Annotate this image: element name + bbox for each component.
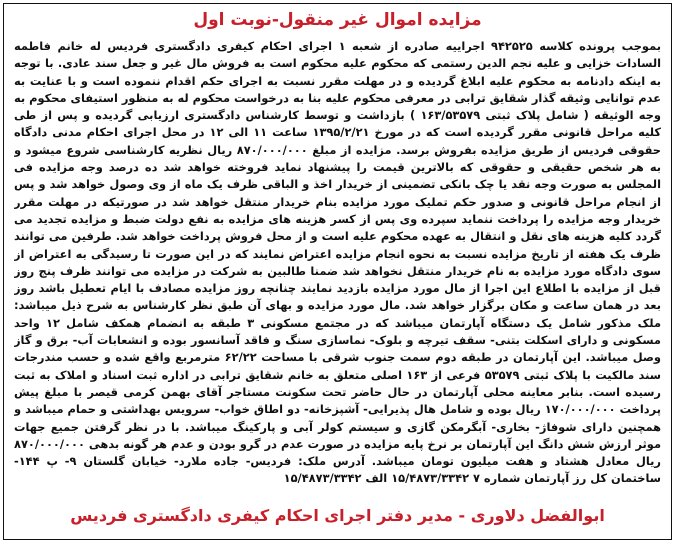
notice-frame	[3, 3, 672, 540]
notice-body: بموجب پرونده کلاسه ۹۴۲۵۲۵ اجراییه صادره از شعبه ۱ اجرای احکام کیفری دادگستری فردیس له خانم فاطمه السادات خزایی و علیه نجم الدین رستمی که محکوم علیه محکوم است به فروش مال غیر و جعل سند عادی. با توجه به اینکه دادنامه به محکوم علیه ابلاغ گردیده و در مهلت مقرر نسبت به اجرای حکم اقدام ننموده است و با عنایت به عدم توانایی وثیقه گذار شقایق ترابی در معرفی محکوم علیه بنا به درخواست محکوم له به منظور استیفای محکوم به وجه الوثیقه ( شامل پلاک ثبتی ۱۶۳/۵۳۵۷۹ ) بازداشت و توسط کارشناس دادگستری ارزیابی گردیده و پس از طی کلیه مراحل قانونی مقرر گردیده است که در مورخ ۱۳۹۵/۲/۲۱ ساعت ۱۱ الی ۱۲ در محل اجرای احکام مدنی دادگاه حقوقی فردیس از طریق مزایده بفروش برسد. مزایده از مبلغ ۸۷۰/۰۰۰/۰۰۰ ریال نظریه کارشناسی شروع میشود و به هر شخص حقیقی و حقوقی که بالاترین قیمت را پیشنهاد نماید فروخته خواهد شد ده درصد وجه مزایده فی المجلس به صورت وجه نقد یا چک بانکی تضمینی از خریدار اخذ و الباقی ظرف یک ماه از وی وصول خواهد شد و پس از انجام مراحل قانونی و صدور حکم تملیک مورد مزایده بنام خریدار منتقل خواهد شد در صورتیکه در مهلت مقرر خریدار وجه مزایده را پرداخت ننماید سپرده وی پس از کسر هزینه های مزایده به نفع دولت ضبط و مزایده تجدید می گردد کلیه هزینه های نقل و انتقال به عهده محکوم علیه است و از محل فروش پرداخت خواهد شد. طرفین می توانند ظرف یک هفته از تاریخ مزایده نسبت به نحوه انجام مزایده اعتراض نمایند که در این صورت تا رسیدگی به اعتراض از سوی دادگاه مورد مزایده به نام خریدار منتقل نخواهد شد ضمنا طالبین به شرکت در مزایده می توانند ظرف پنج روز قبل از مزایده با اطلاع این اجرا از مال مورد مزایده بازدید نمایند چنانچه روز مزایده مصادف با ایام تعطیل باشد روز بعد در همان ساعت و مکان برگزار خواهد شد. مال مورد مزایده و بهای آن طبق نظر کارشناس به شرح ذیل میباشد: ملک مذکور شامل یک دستگاه آپارتمان میباشد که در مجتمع مسکونی ۳ طبقه به انضمام همکف شامل ۱۲ واحد مسکونی و دارای اسکلت بتنی- سقف تیرچه و بلوک- نماسازی سنگ و فاقد آسانسور بوده و انشعابات آب- برق و گاز وصل میباشد. این آپارتمان در طبقه دوم سمت جنوب شرقی با مساحت ۶۲/۲۲ مترمربع واقع شده و حسب مندرجات سند مالکیت با پلاک ثبتی ۵۳۵۷۹ فرعی از ۱۶۳ اصلی متعلق به خانم شقایق ترابی در اداره ثبت اسناد و املاک به ثبت رسیده است. بنابر معاینه محلی آپارتمان در حال حاضر تحت سکونت مستاجر آقای بهمن کرمی قیصر با مبلغ پیش پرداخت ۱۷۰/۰۰۰/۰۰۰ ریال بوده و شامل هال پذیرایی- آشپزخانه- دو اطاق خواب- سرویس بهداشتی و حمام میباشد و همچنین دارای شوفاژ- بخاری- آبگرمکن گازی و سیستم کولر آبی و پارکینگ میباشد. با در نظر گرفتن جمیع جهات موثر ارزش شش دانگ این آپارتمان بر نرخ پایه مزایده در صورت عدم در گرو بودن و عدم هر گونه بدهی ۸۷۰/۰۰۰/۰۰۰ ریال معادل هشتاد و هفت میلیون تومان میباشد. آدرس ملک: فردیس- جاده ملارد- خیابان گلستان ۹- پ ۱۴۴- ساختمان کل رز آپارتمان شماره ۷ ۱۵/۴۸۷۳/۳۳۴۲ الف ۱۵/۴۸۷۳/۳۳۴۲	[14, 39, 661, 486]
notice-title: مزایده اموال غیر منقول-نوبت اول	[193, 10, 482, 30]
notice-signature: ابوالفضل دلاوری - مدیر دفتر اجرای احکام کیفری دادگستری فردیس	[70, 506, 605, 525]
